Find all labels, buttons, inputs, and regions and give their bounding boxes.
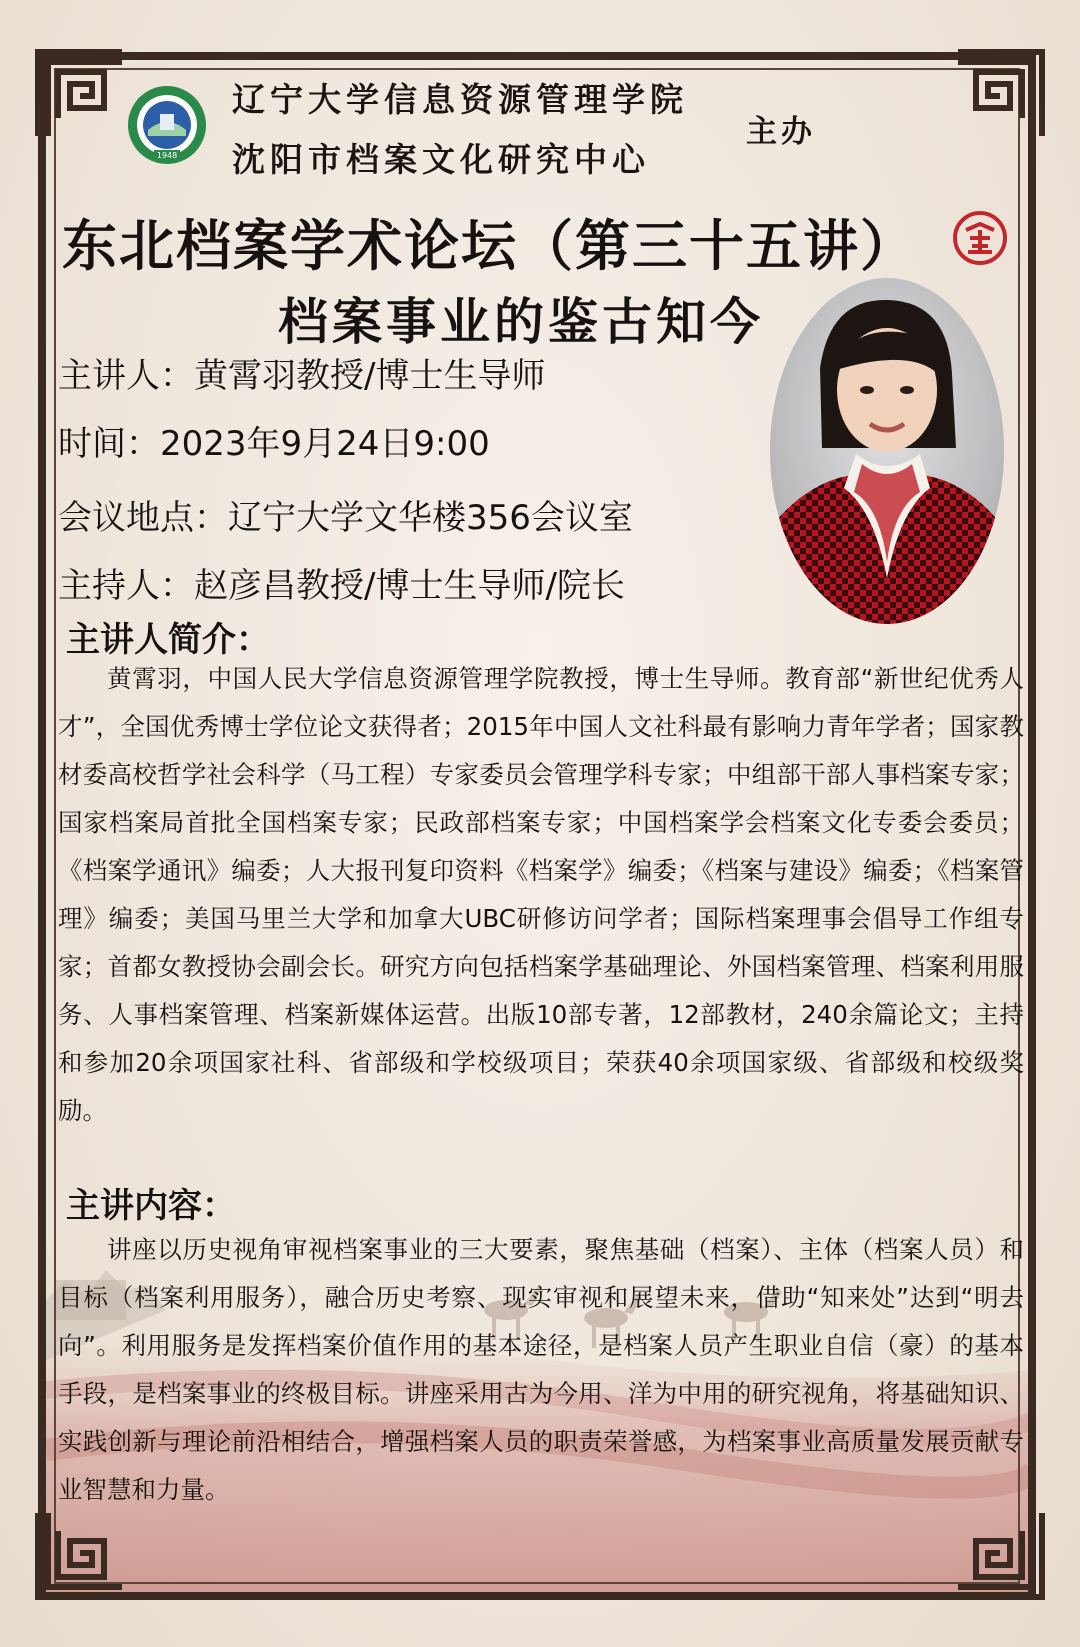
university-logo-icon: [126, 84, 208, 166]
bio-heading: 主讲人简介：: [66, 620, 270, 660]
lecture-subtitle: 档案事业的鉴古知今: [278, 293, 764, 351]
speaker-portrait: [770, 278, 1004, 624]
portrait-photo: [770, 278, 1004, 624]
venue-line: 会议地点：辽宁大学文华楼356会议室: [58, 498, 633, 538]
corner-ornament-bottom-left-icon: [34, 1509, 126, 1601]
host-line: 主持人：赵彦昌教授/博士生导师/院长: [58, 566, 625, 606]
time-line: 时间：2023年9月24日9:00: [58, 424, 490, 464]
bio-text: 黄霄羽，中国人民大学信息资源管理学院教授，博士生导师。教育部“新世纪优秀人才”，全国优秀博士学位论文获得者；2015年中国人文社科最有影响力青年学者；国家教材委高校哲学社会科学（马工程）专家委员会管理学科专家；中组部干部人事档案专家；国家档案局首批全国档案专家；民政部档案专家；中国档案学会档案文化专委会委员；《档案学通讯》编委；人大报刊复印资料《档案学》编委；《档案与建设》编委；《档案管理》编委；美国马里兰大学和加拿大UBC研修访问学者；国际档案理事会倡导工作组专家；首都女教授协会副会长。研究方向包括档案学基础理论、外国档案管理、档案利用服务、人事档案管理、档案新媒体运营。出版10部专著，12部教材，240余篇论文；主持和参加20余项国家社科、省部级和学校级项目；荣获40余项国家级、省部级和校级奖励。: [58, 664, 1024, 1125]
host-label: 主办: [746, 114, 816, 150]
organizer-name-2: 沈阳市档案文化研究中心: [232, 140, 650, 179]
organizer-name-1: 辽宁大学信息资源管理学院: [232, 80, 688, 119]
forum-title: 东北档案学术论坛（第三十五讲）: [62, 214, 918, 278]
content-text: 讲座以历史视角审视档案事业的三大要素，聚焦基础（档案）、主体（档案人员）和目标（档案利用服务），融合历史考察、现实审视和展望未来，借助“知来处”达到“明去向”。利用服务是发挥档案价值作用的基本途径，是档案人员产生职业自信（豪）的基本手段，是档案事业的终极目标。讲座采用古为今用、洋为中用的研究视角，将基础知识、实践创新与理论前沿相结合，增强档案人员的职责荣誉感，为档案事业高质量发展贡献专业智慧和力量。: [58, 1235, 1024, 1504]
content-heading: 主讲内容：: [66, 1186, 236, 1226]
corner-ornament-top-right-icon: [954, 48, 1046, 140]
corner-ornament-top-left-icon: [34, 48, 126, 140]
red-seal-icon: [952, 210, 1008, 266]
svg-text:1948: 1948: [156, 151, 178, 160]
speaker-line: 主讲人：黄霄羽教授/博士生导师: [58, 356, 546, 396]
corner-ornament-bottom-right-icon: [954, 1509, 1046, 1601]
